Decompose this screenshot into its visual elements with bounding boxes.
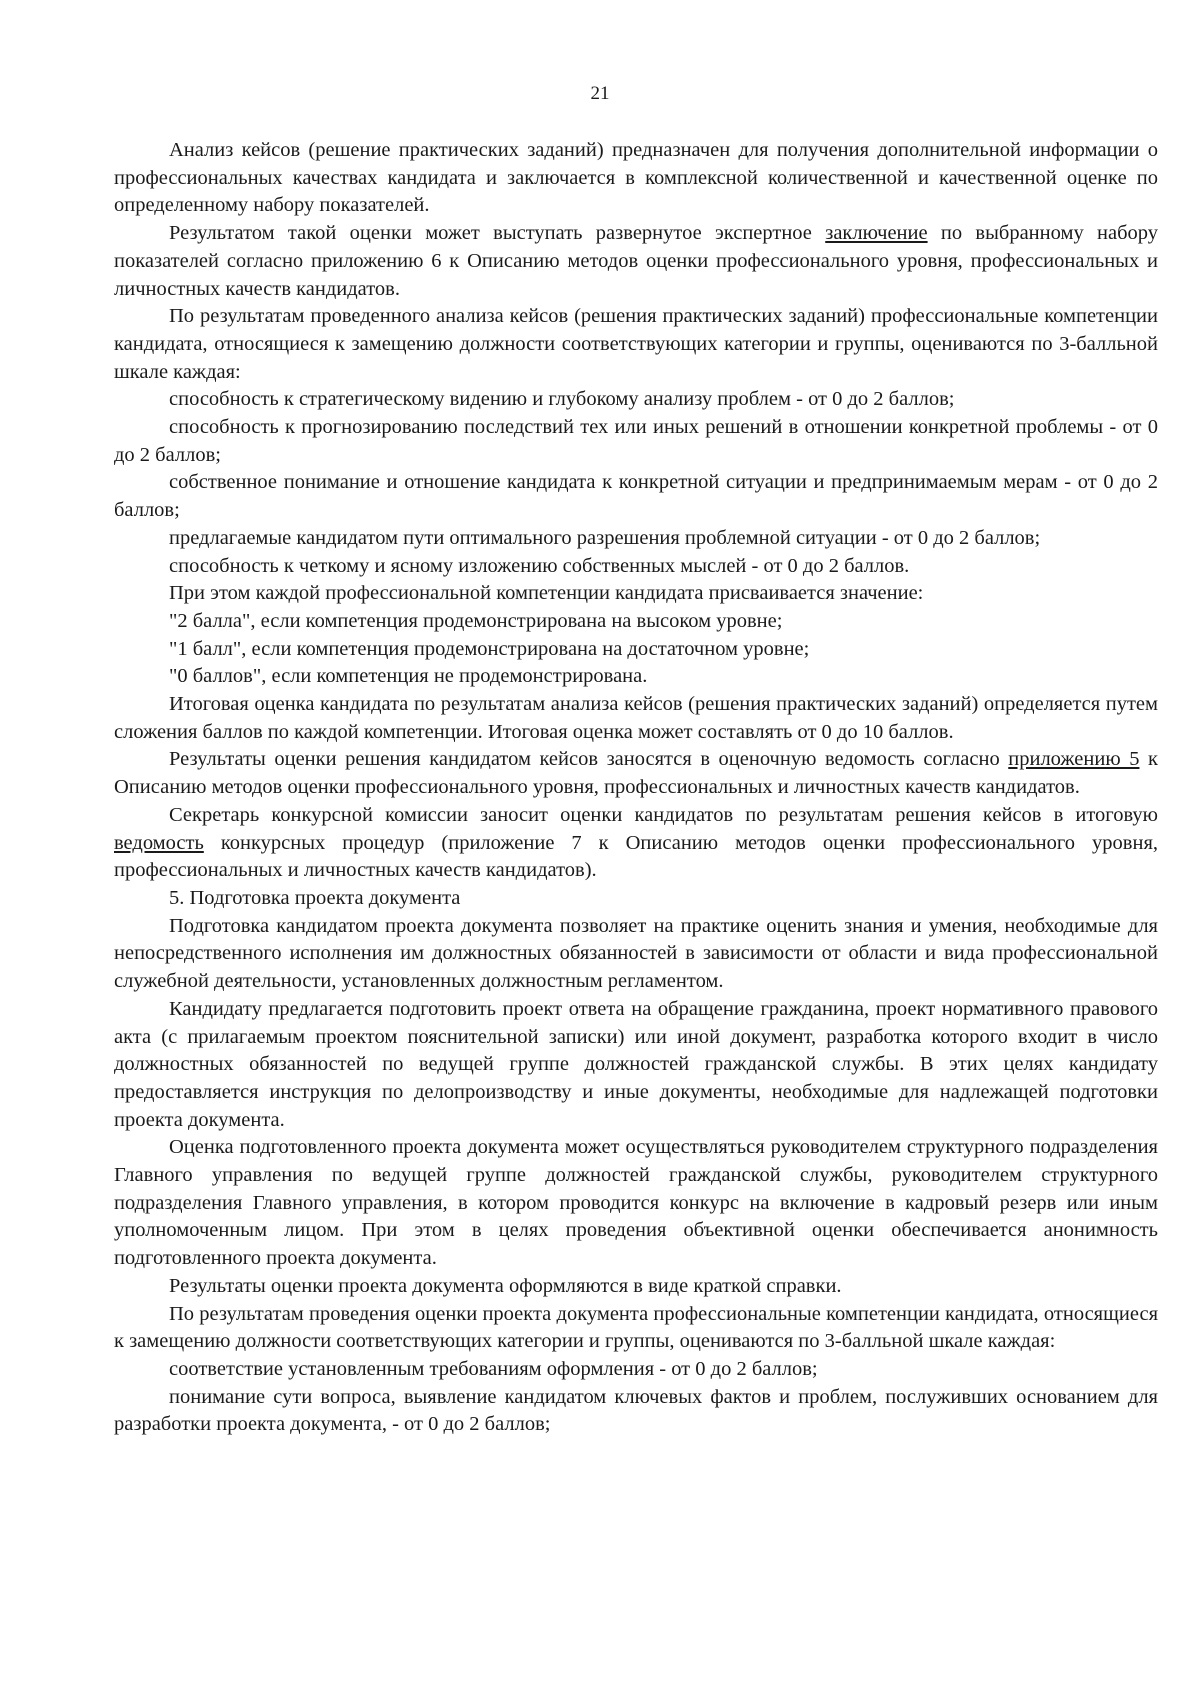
paragraph: Результаты оценки проекта документа оформляются в виде краткой справки. bbox=[169, 1274, 842, 1297]
paragraph-text: к Описанию методов оценки профессионального уровня, профессиональных и личностных качеств кандидатов. bbox=[114, 748, 1158, 799]
link-statement[interactable]: ведомость bbox=[114, 831, 204, 854]
list-item: способность к стратегическому видению и глубокому анализу проблем - от 0 до 2 баллов; bbox=[169, 388, 955, 411]
paragraph: Подготовка кандидатом проекта документа позволяет на практике оценить знания и умения, необходимые для непосредственного исполнения им должностных обязанностей в зависимости от области и вида профессиональной служебной деятельности, установленных должностным регламентом. bbox=[114, 914, 1158, 993]
document-body bbox=[114, 137, 1158, 1439]
paragraph: Итоговая оценка кандидата по результатам анализа кейсов (решения практических заданий) определяется путем сложения баллов по каждой компетенции. Итоговая оценка может составлять от 0 до 10 баллов. bbox=[114, 693, 1158, 743]
page-number: 21 bbox=[590, 83, 610, 104]
list-item: способность к четкому и ясному изложению собственных мыслей - от 0 до 2 баллов. bbox=[169, 554, 910, 577]
paragraph: По результатам проведенного анализа кейсов (решения практических заданий) профессиональные компетенции кандидата, относящиеся к замещению должности соответствующих категории и группы, оцениваются по 3-балльной шкале каждая: bbox=[114, 305, 1158, 383]
link-conclusion[interactable]: заключение bbox=[825, 222, 928, 245]
paragraph-text: по выбранному набору показателей согласно приложению 6 к Описанию методов оценки профессионального уровня, профессиональных и личностных качеств кандидатов. bbox=[114, 222, 1158, 300]
link-appendix-5[interactable]: приложению 5 bbox=[1008, 748, 1140, 771]
list-item: собственное понимание и отношение кандидата к конкретной ситуации и предпринимаемым мерам - от 0 до 2 баллов; bbox=[114, 471, 1158, 522]
paragraph: Оценка подготовленного проекта документа может осуществляться руководителем структурного подразделения Главного управления по ведущей группе должностей гражданской службы, руководителем структурного подразделения Главного управления, в котором проводится конкурс на включение в кадровый резерв или иным уполномоченным лицом. При этом в целях проведения объективной оценки обеспечивается анонимность подготовленного проекта документа. bbox=[114, 1136, 1158, 1270]
paragraph-text: Результатом такой оценки может выступать развернутое экспертное bbox=[169, 222, 826, 245]
paragraph: При этом каждой профессиональной компетенции кандидата присваивается значение: bbox=[169, 582, 924, 605]
paragraph-text: Секретарь конкурсной комиссии заносит оценки кандидатов по результатам решения кейсов в итоговую bbox=[169, 803, 1158, 826]
list-item: понимание сути вопроса, выявление кандидатом ключевых фактов и проблем, послуживших основанием для разработки проекта документа, - от 0 до 2 баллов; bbox=[114, 1385, 1158, 1436]
list-item: "1 балл", если компетенция продемонстрирована на достаточном уровне; bbox=[169, 637, 810, 660]
paragraph-text: конкурсных процедур (приложение 7 к Описанию методов оценки профессионального уровня, профессиональных и личностных качеств кандидатов). bbox=[114, 831, 1158, 882]
list-item: способность к прогнозированию последствий тех или иных решений в отношении конкретной проблемы - от 0 до 2 баллов; bbox=[114, 416, 1158, 466]
list-item: соответствие установленным требованиям оформления - от 0 до 2 баллов; bbox=[169, 1357, 818, 1380]
list-item: "2 балла", если компетенция продемонстрирована на высоком уровне; bbox=[169, 609, 783, 632]
section-heading: 5. Подготовка проекта документа bbox=[169, 886, 461, 909]
paragraph: Анализ кейсов (решение практических заданий) предназначен для получения дополнительной информации о профессиональных качествах кандидата и заключается в комплексной количественной и качественной оценке по определенному набору показателей. bbox=[114, 139, 1158, 217]
paragraph-text: Результаты оценки решения кандидатом кейсов заносятся в оценочную ведомость согласно bbox=[169, 748, 1009, 771]
paragraph: По результатам проведения оценки проекта документа профессиональные компетенции кандидата, относящиеся к замещению должности соответствующих категории и группы, оцениваются по 3-балльной шкале каждая: bbox=[114, 1302, 1158, 1353]
paragraph bbox=[114, 802, 1158, 885]
paragraph: Кандидату предлагается подготовить проект ответа на обращение гражданина, проект нормативного правового акта (с прилагаемым проектом пояснительной записки) или иной документ, разработка которого входит в число должностных обязанностей по ведущей группе должностей гражданской службы. В этих целях кандидату предоставляется инструкция по делопроизводству и иные документы, необходимые для надлежащей подготовки проекта документа. bbox=[114, 997, 1158, 1131]
list-item: предлагаемые кандидатом пути оптимального разрешения проблемной ситуации - от 0 до 2 баллов; bbox=[169, 526, 1041, 549]
paragraph bbox=[114, 746, 1158, 801]
list-item: "0 баллов", если компетенция не продемонстрирована. bbox=[169, 665, 648, 688]
paragraph bbox=[114, 220, 1158, 303]
